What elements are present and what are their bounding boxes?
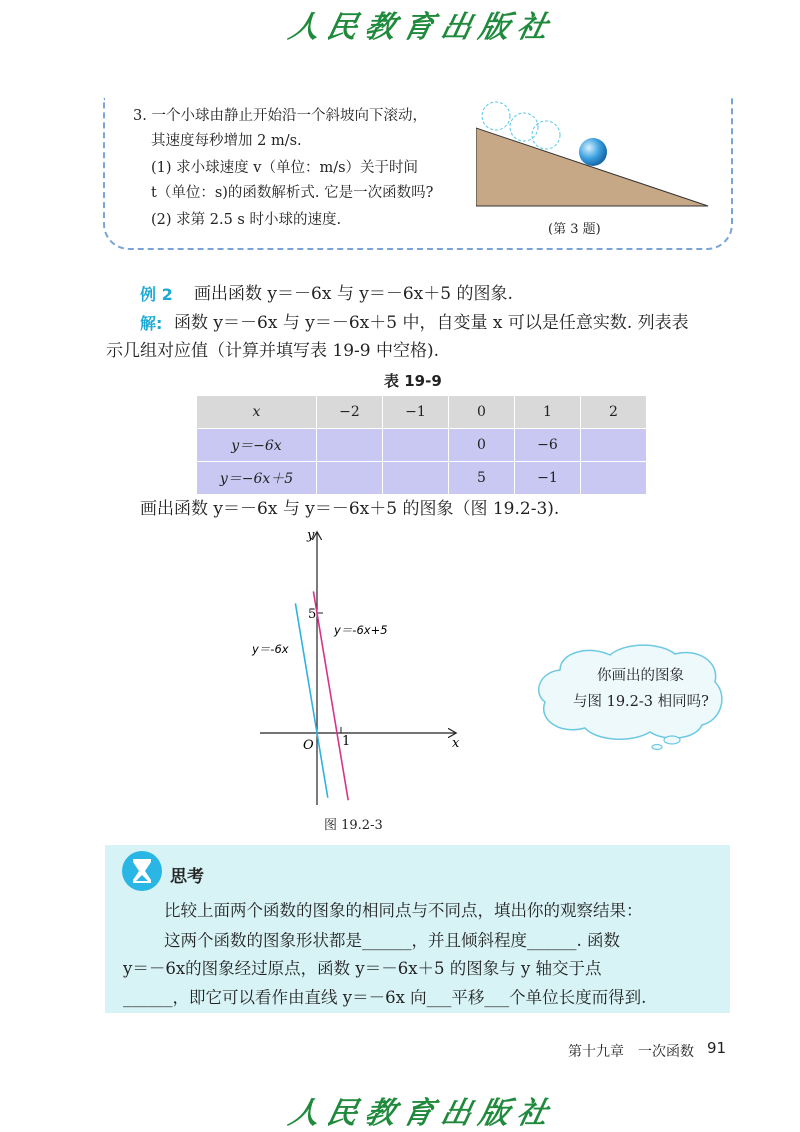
solution-label: 解: — [140, 314, 163, 333]
table-cell[interactable] — [581, 462, 647, 495]
table-cell[interactable] — [383, 429, 449, 462]
exercise-line: 其速度每秒增加 2 m/s. — [151, 133, 302, 149]
table-row — [197, 429, 647, 462]
table-cell: 1 — [515, 396, 581, 429]
table-cell[interactable] — [317, 462, 383, 495]
label-y-neg6x-plus5: y＝-6x+5 — [334, 623, 388, 637]
figure-caption: (第 3 题) — [548, 222, 601, 237]
exercise-line: (1) 求小球速度 v（单位：m/s）关于时间 — [151, 160, 419, 176]
value-table — [196, 395, 647, 495]
table-cell[interactable] — [317, 429, 383, 462]
table-cell[interactable] — [581, 429, 647, 462]
example-label: 例 2 — [140, 285, 173, 304]
table-cell: 2 — [581, 396, 647, 429]
table-cell: y＝−6x＋5 — [197, 462, 317, 495]
table-cell: −1 — [383, 396, 449, 429]
think-text: 比较上面两个函数的图象的相同点与不同点，填出你的观察结果： — [164, 901, 643, 920]
think-title: 思考 — [170, 867, 204, 887]
x-axis-label: x — [452, 736, 460, 751]
example-text: 画出函数 y＝－6x 与 y＝－6x＋5 的图象. — [194, 284, 513, 304]
exercise-line: (2) 求第 2.5 s 时小球的速度. — [151, 212, 342, 228]
table-cell: −6 — [515, 429, 581, 462]
page-number: 91 — [707, 1039, 727, 1057]
label-y-neg6x: y＝-6x — [252, 642, 289, 656]
table-cell: y＝−6x — [197, 429, 317, 462]
think-text: 这两个函数的图象形状都是______，并且倾斜程度______. 函数 — [164, 931, 620, 950]
function-graph — [250, 525, 470, 810]
table-header-row — [197, 396, 647, 429]
cloud-text: 与图 19.2-3 相同吗? — [573, 694, 709, 710]
cloud-text: 你画出的图象 — [597, 668, 684, 684]
hourglass-icon — [121, 850, 163, 892]
y-tick-label: 5 — [308, 607, 317, 622]
table-title: 表 19-9 — [384, 372, 442, 390]
table-cell[interactable] — [383, 462, 449, 495]
y-axis-label: y — [307, 528, 315, 543]
line-y-neg6x — [295, 603, 327, 797]
publisher-watermark-bottom: 人民教育出版社 — [285, 1096, 559, 1131]
exercise-line: 3. 一个小球由静止开始沿一个斜坡向下滚动， — [133, 108, 427, 124]
draw-instruction: 画出函数 y＝－6x 与 y＝－6x＋5 的图象（图 19.2-3). — [140, 499, 560, 519]
incline-illustration — [476, 100, 716, 212]
chapter-footer: 第十九章 一次函数 — [568, 1044, 694, 1060]
table-cell: 0 — [449, 429, 515, 462]
figure-caption: 图 19.2-3 — [324, 818, 383, 833]
table-cell: 0 — [449, 396, 515, 429]
table-cell: x — [197, 396, 317, 429]
table-cell: −1 — [515, 462, 581, 495]
table-cell: 5 — [449, 462, 515, 495]
think-text: ______，即它可以看作由直线 y＝－6x 向___平移___个单位长度而得到. — [123, 988, 647, 1007]
think-text: y＝－6x的图象经过原点，函数 y＝－6x＋5 的图象与 y 轴交于点 — [123, 959, 602, 978]
origin-label: O — [303, 738, 314, 753]
solution-text: 函数 y＝－6x 与 y＝－6x＋5 中，自变量 x 可以是任意实数. 列表表 — [174, 313, 689, 333]
exercise-line: t（单位：s)的函数解析式. 它是一次函数吗? — [151, 185, 434, 201]
solution-text: 示几组对应值（计算并填写表 19-9 中空格). — [106, 341, 440, 361]
table-row — [197, 462, 647, 495]
publisher-watermark-top: 人民教育出版社 — [285, 10, 559, 45]
table-cell: −2 — [317, 396, 383, 429]
x-tick-label: 1 — [342, 734, 351, 749]
